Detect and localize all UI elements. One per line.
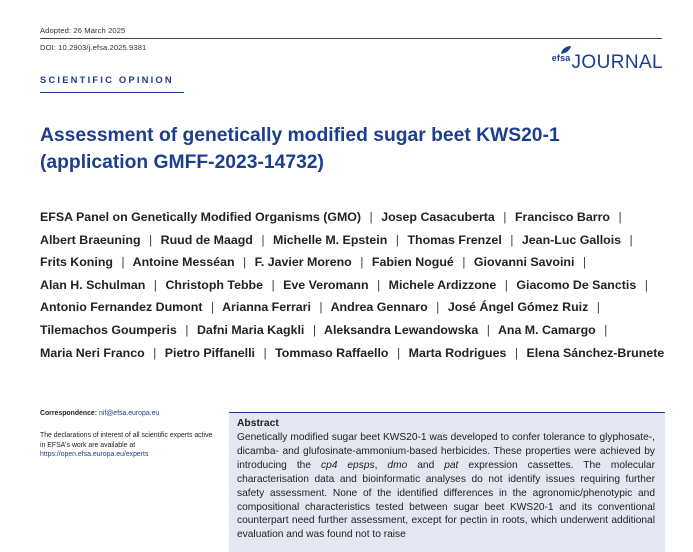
- author-name[interactable]: Ana M. Camargo: [497, 322, 596, 337]
- author-separator: |: [504, 277, 508, 292]
- author-separator: |: [396, 345, 401, 360]
- author-name[interactable]: Christoph Tebbe: [165, 277, 263, 292]
- author-name[interactable]: Michele Ardizzone: [388, 277, 497, 292]
- logo-efsa-text: efsa: [551, 53, 571, 63]
- author-separator: |: [395, 232, 399, 247]
- abstract-part-1: Genetically modified sugar beet KWS20-1 was developed to confer tolerance to glyphosate-, dicamba- and glufosinate-ammonium-based herbicides. These properties were achieved by introducing the: [237, 432, 655, 471]
- author-name[interactable]: Francisco Barro: [514, 210, 610, 224]
- author-name[interactable]: Giacomo De Sanctis: [516, 277, 637, 292]
- author-name[interactable]: Tommaso Raffaello: [275, 345, 389, 360]
- author-separator: |: [596, 300, 600, 315]
- author-separator: |: [510, 232, 514, 247]
- author-separator: |: [148, 232, 153, 247]
- logo-leaf-icon: [559, 45, 573, 55]
- author-name[interactable]: Thomas Frenzel: [407, 232, 502, 247]
- author-name[interactable]: Giovanni Savoini: [473, 255, 575, 270]
- author-name[interactable]: Fabien Nogué: [371, 255, 454, 270]
- author-name[interactable]: Jean-Luc Gallois: [521, 232, 622, 247]
- author-separator: |: [486, 322, 490, 337]
- author-separator: |: [604, 322, 608, 337]
- correspondence-block: [40, 409, 215, 460]
- abstract-box: [229, 412, 665, 552]
- author-separator: |: [582, 255, 587, 270]
- author-name[interactable]: Marta Rodrigues: [408, 345, 507, 360]
- abstract-part-2: expression cassettes. The molecular characterisation data and bioinformatic analyses do not identify issues requiring further safety assessment. None of the identified differences in the agronomic/phenotypic and compositional characteristics tested between sugar beet KWS20-1 and its conventional counterpart need further assessment, except for pectin in roots, which underwent additional evaluation and was found not to raise: [237, 459, 655, 541]
- author-separator: |: [271, 277, 275, 292]
- author-separator: |: [319, 300, 323, 315]
- author-name[interactable]: Frits Koning: [40, 255, 113, 270]
- abstract-and: and: [407, 459, 445, 471]
- author-separator: |: [376, 277, 381, 292]
- author-name[interactable]: José Ángel Gómez Ruiz: [447, 300, 589, 315]
- author-separator: |: [644, 277, 648, 292]
- abstract-heading: Abstract: [237, 418, 279, 429]
- author-name[interactable]: Tilemachos Goumperis: [40, 322, 177, 337]
- author-name[interactable]: Andrea Gennaro: [330, 300, 428, 315]
- author-name[interactable]: Alan H. Schulman: [40, 277, 146, 292]
- author-separator: |: [153, 277, 158, 292]
- abstract-cassette-dmo: dmo: [387, 459, 408, 471]
- author-separator: |: [462, 255, 466, 270]
- author-separator: |: [360, 255, 364, 270]
- author-separator: |: [514, 345, 519, 360]
- abstract-text: [237, 431, 655, 542]
- abstract-comma: ,: [374, 459, 388, 471]
- author-separator: |: [185, 322, 189, 337]
- author-name[interactable]: EFSA Panel on Genetically Modified Organisms (GMO): [40, 210, 362, 224]
- author-separator: |: [263, 345, 267, 360]
- declarations-link[interactable]: https://open.efsa.europa.eu/experts: [40, 451, 149, 459]
- author-separator: |: [629, 232, 633, 247]
- author-separator: |: [153, 345, 157, 360]
- efsa-journal-logo[interactable]: [552, 53, 663, 72]
- author-separator: |: [121, 255, 125, 270]
- author-separator: |: [261, 232, 265, 247]
- author-name[interactable]: Josep Casacuberta: [381, 210, 495, 224]
- doi: DOI: 10.2903/j.efsa.2025.9381: [40, 43, 147, 52]
- title-line-2: (application GMFF-2023-14732): [40, 152, 324, 173]
- author-name[interactable]: Eve Veromann: [283, 277, 369, 292]
- author-name[interactable]: Michelle M. Epstein: [273, 232, 388, 247]
- header-rule: [40, 38, 662, 39]
- abstract-cassette-pat: pat: [444, 459, 459, 471]
- article-title: [40, 122, 660, 176]
- author-separator: |: [312, 322, 317, 337]
- author-separator: |: [369, 210, 373, 224]
- section-label: SCIENTIFIC OPINION: [40, 74, 174, 85]
- author-name[interactable]: Albert Braeuning: [40, 232, 141, 247]
- author-separator: |: [242, 255, 247, 270]
- author-name[interactable]: Elena Sánchez-Brunete: [526, 345, 665, 360]
- logo-efsa-mark: [552, 53, 571, 63]
- section-label-underline: [40, 92, 184, 93]
- author-name[interactable]: F. Javier Moreno: [254, 255, 352, 270]
- logo-journal-text: JOURNAL: [571, 52, 663, 73]
- author-separator: |: [210, 300, 215, 315]
- author-name[interactable]: Aleksandra Lewandowska: [324, 322, 479, 337]
- author-name[interactable]: Antoine Messéan: [132, 255, 235, 270]
- abstract-cassette-cp4-epsps: cp4 epsps: [320, 459, 375, 471]
- author-name[interactable]: Dafni Maria Kagkli: [196, 322, 305, 337]
- author-name[interactable]: Maria Neri Franco: [40, 345, 145, 360]
- author-separator: |: [436, 300, 440, 315]
- author-name[interactable]: Ruud de Maagd: [160, 232, 253, 247]
- author-separator: |: [503, 210, 507, 224]
- author-name[interactable]: Pietro Piffanelli: [164, 345, 255, 360]
- author-separator: |: [618, 210, 622, 224]
- author-name[interactable]: Antonio Fernandez Dumont: [40, 300, 203, 315]
- title-line-1: Assessment of genetically modified sugar beet KWS20-1: [40, 125, 560, 146]
- author-name[interactable]: Arianna Ferrari: [222, 300, 311, 315]
- declarations-text: The declarations of interest of all scientific experts active in EFSA's work are available at: [40, 432, 213, 449]
- correspondence-line: [40, 409, 215, 418]
- declarations-note: [40, 431, 215, 459]
- correspondence-email-link[interactable]: nif@efsa.europa.eu: [98, 410, 160, 417]
- correspondence-label: Correspondence:: [40, 410, 98, 417]
- adopted-date: Adopted: 26 March 2025: [40, 26, 126, 35]
- author-list: [40, 206, 670, 364]
